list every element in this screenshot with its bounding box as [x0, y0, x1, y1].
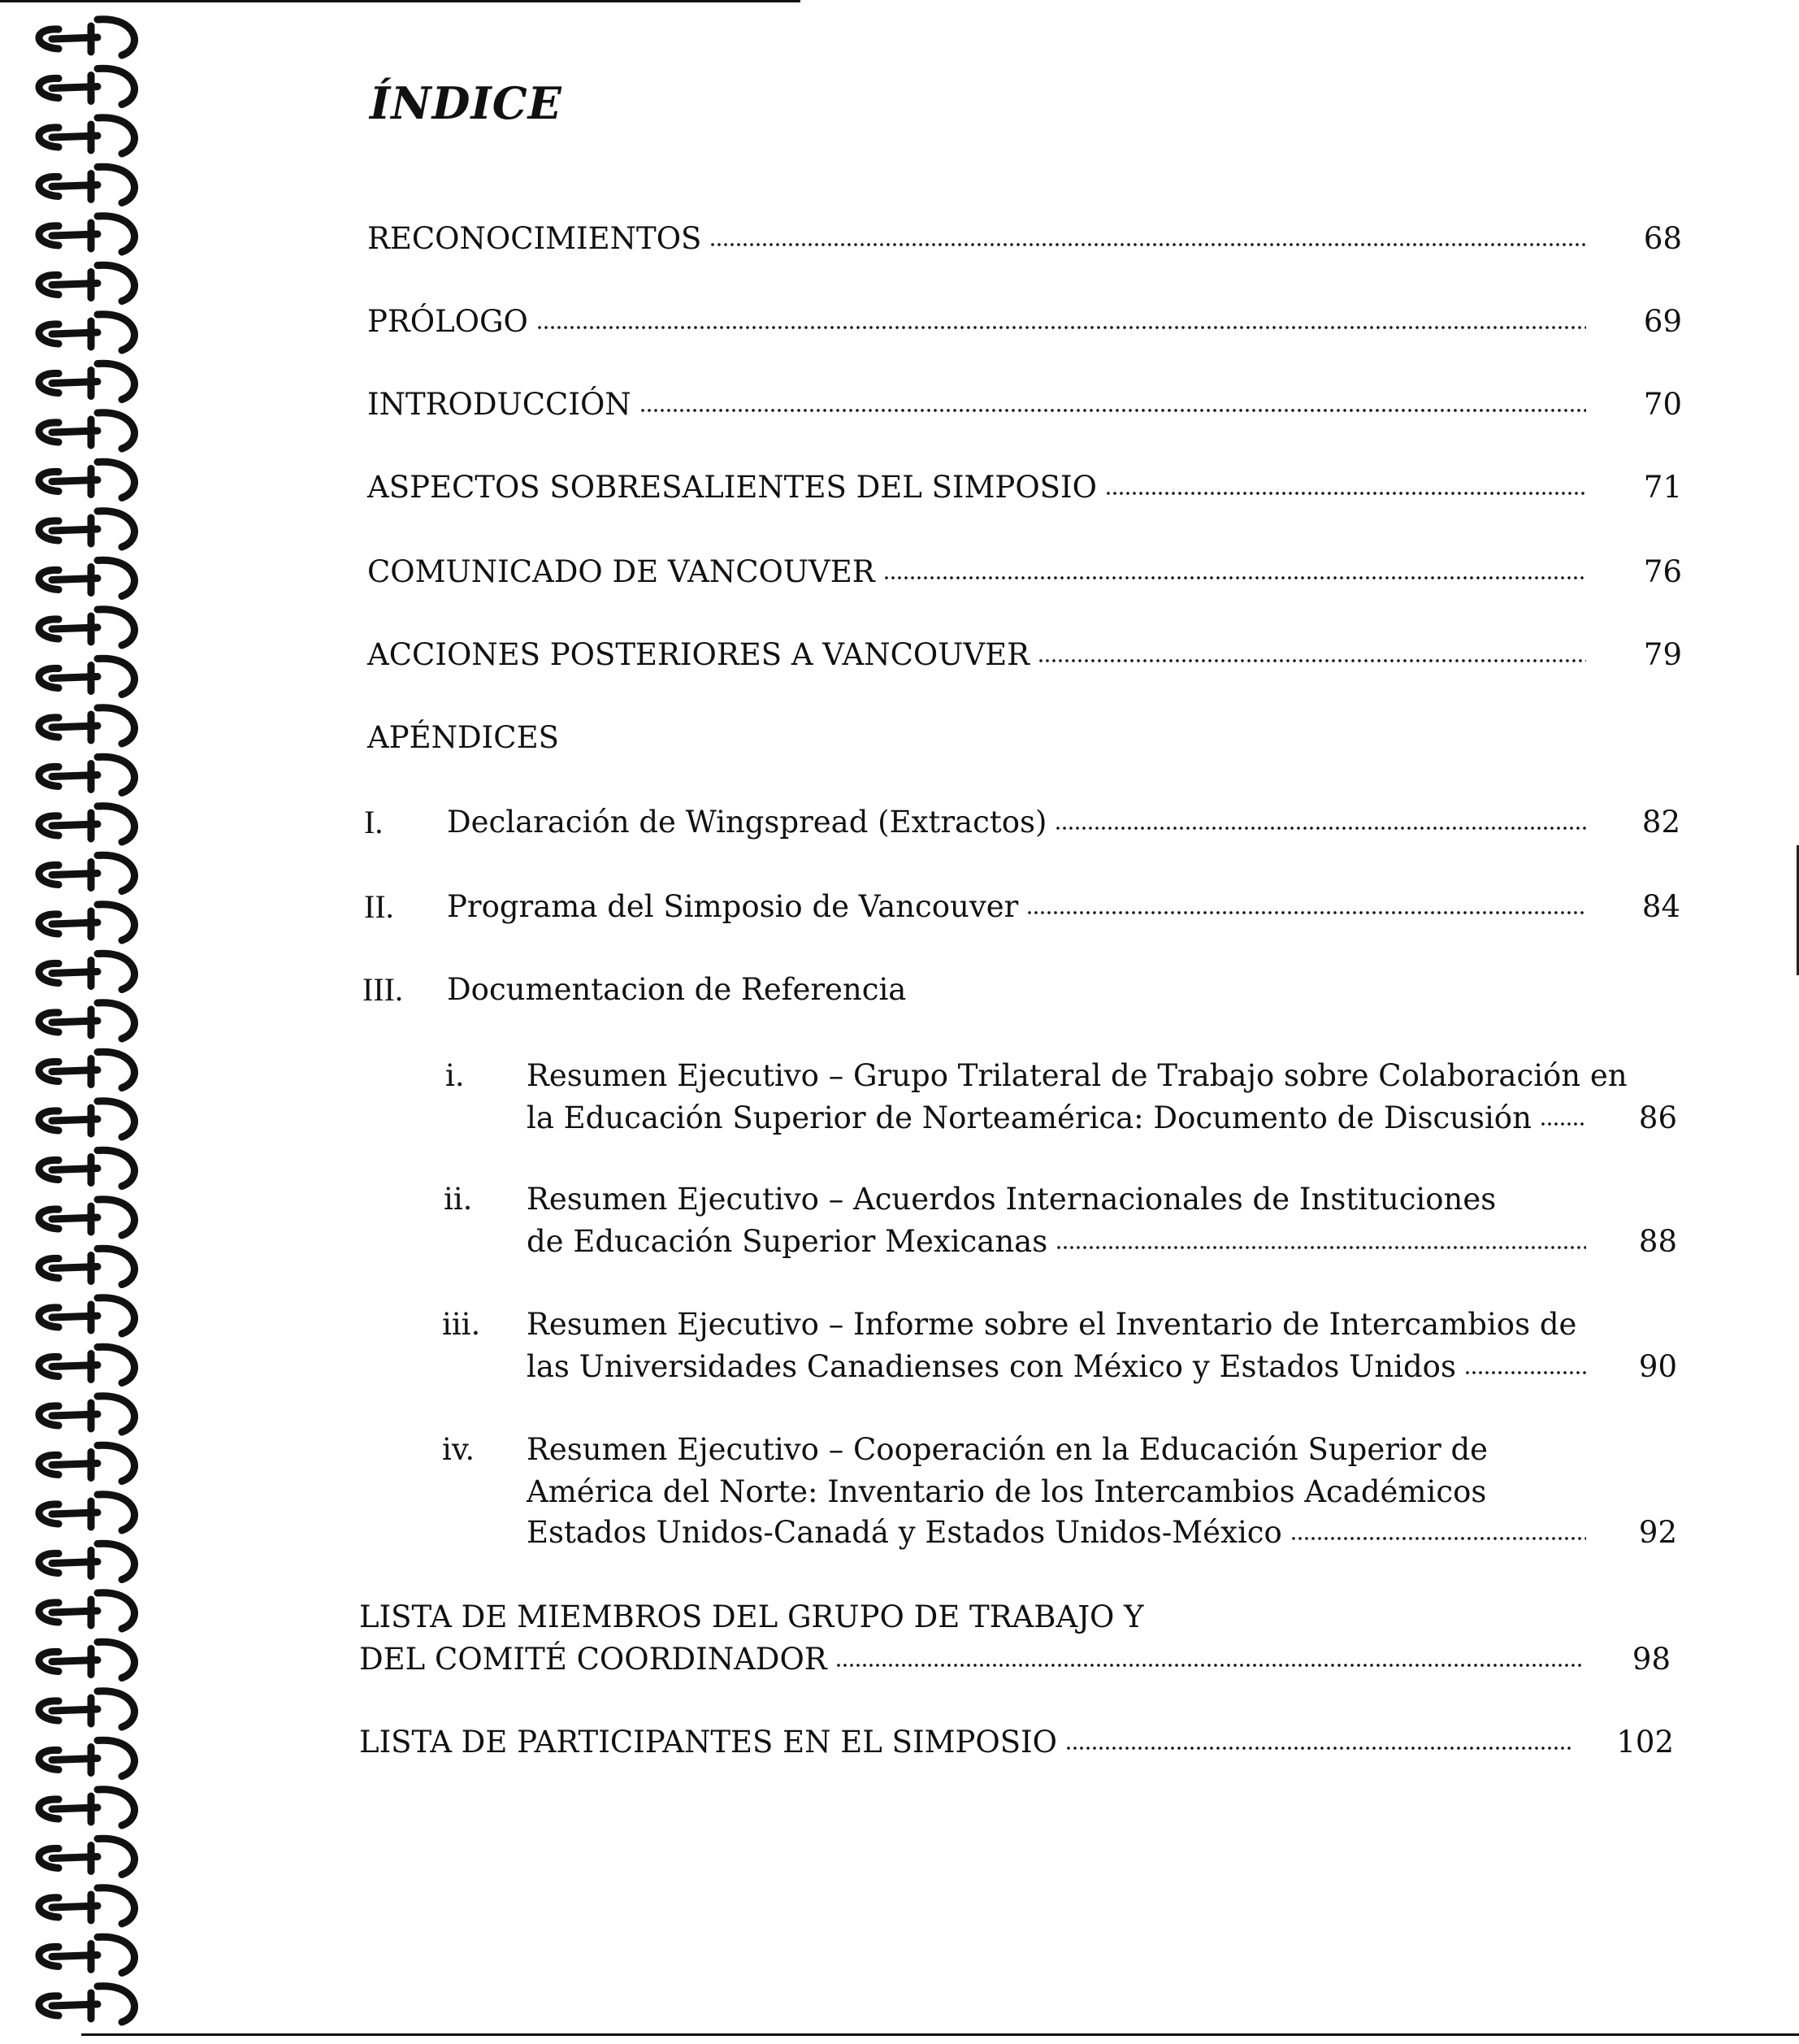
toc-entry-appendix-ii [447, 886, 1594, 928]
binding-coil [39, 806, 134, 842]
binding-coil [39, 315, 134, 350]
appendix-number: III. [362, 971, 403, 1008]
toc-entry-sub-iv-line2 [527, 1471, 1486, 1513]
toc-entry-aspectos [367, 467, 1594, 509]
toc-page-number: 90 [1638, 1349, 1677, 1384]
toc-entry-label: LISTA DE PARTICIPANTES EN EL SIMPOSIO [359, 1725, 1058, 1760]
toc-entry-label: Resumen Ejecutivo – Grupo Trilateral de Trabajo sobre Colaboración en [527, 1058, 1628, 1093]
spiral-binding [0, 0, 163, 2044]
leader-dots [1540, 1120, 1586, 1128]
toc-entry-label: Resumen Ejecutivo – Cooperación en la Educación Superior de [527, 1432, 1489, 1467]
toc-entry-sub-i-line1 [527, 1055, 1628, 1097]
binding-coil [39, 462, 134, 497]
binding-coil [39, 757, 134, 792]
toc-entry-label: las Universidades Canadienses con México y Estados Unidos [527, 1349, 1456, 1384]
binding-coil [39, 20, 134, 55]
toc-entry-lista-miembros-line2 [359, 1638, 1590, 1681]
binding-coil [39, 1593, 134, 1629]
toc-entry-label: ACCIONES POSTERIORES A VANCOUVER [367, 637, 1030, 672]
binding-coil [39, 1937, 134, 1972]
toc-page-number: 102 [1616, 1725, 1674, 1760]
toc-entry-label: Resumen Ejecutivo – Acuerdos Internacionales de Instituciones [527, 1182, 1497, 1217]
toc-entry-label: la Educación Superior de Norteamérica: Documento de Discusión [527, 1100, 1532, 1135]
toc-entry-acciones [367, 634, 1594, 676]
binding-coil [39, 1986, 134, 2022]
toc-entry-label: ASPECTOS SOBRESALIENTES DEL SIMPOSIO [367, 470, 1097, 505]
binding-coil [39, 265, 134, 301]
leader-dots [1105, 489, 1586, 497]
binding-coil [39, 1790, 134, 1825]
binding-coil [39, 511, 134, 547]
toc-entry-sub-iii-line2 [527, 1346, 1594, 1388]
toc-entry-label: COMUNICADO DE VANCOUVER [367, 554, 875, 589]
toc-page-number: 71 [1643, 470, 1682, 505]
binding-coil [39, 1101, 134, 1137]
appendix-number: II. [364, 888, 394, 925]
toc-entry-label: Declaración de Wingspread (Extractos) [447, 805, 1047, 840]
toc-entry-lista-participantes [359, 1721, 1582, 1764]
binding-coil [39, 1691, 134, 1727]
binding-coil [39, 1003, 134, 1039]
leader-dots [709, 241, 1586, 249]
toc-entry-introduccion [367, 384, 1594, 426]
binding-coil [39, 953, 134, 989]
toc-entry-reconocimientos [367, 218, 1594, 260]
leader-dots [1056, 1243, 1586, 1252]
toc-section-apendices [367, 717, 559, 759]
toc-entry-label: Programa del Simposio de Vancouver [447, 889, 1019, 924]
toc-page-number: 92 [1638, 1515, 1677, 1550]
leader-dots [1038, 657, 1586, 665]
toc-entry-label: INTRODUCCIÓN [367, 387, 631, 422]
leader-dots [1055, 824, 1586, 832]
leader-dots [883, 574, 1586, 582]
toc-entry-label: DEL COMITÉ COORDINADOR [359, 1642, 827, 1677]
binding-coil [39, 363, 134, 399]
sub-item-number: i. [445, 1058, 465, 1093]
toc-entry-sub-iii-line1 [527, 1304, 1576, 1346]
toc-page-number: 70 [1643, 387, 1682, 422]
binding-coil [39, 1200, 134, 1235]
binding-coil [39, 1495, 134, 1530]
binding-coil [39, 855, 134, 891]
bottom-edge-line [81, 2033, 1799, 2036]
toc-entry-label: PRÓLOGO [367, 304, 528, 339]
binding-coil [39, 905, 134, 940]
toc-page-number: 79 [1643, 637, 1682, 672]
binding-coil [39, 1396, 134, 1432]
leader-dots [536, 323, 1586, 332]
toc-entry-sub-iv-line3 [527, 1512, 1594, 1554]
toc-page-number: 82 [1641, 805, 1680, 840]
binding-coil [39, 1347, 134, 1382]
toc-entry-sub-iv-line1 [527, 1429, 1488, 1471]
toc-entry-label: RECONOCIMIENTOS [367, 221, 702, 256]
binding-coil [39, 1150, 134, 1186]
toc-entry-label: Estados Unidos-Canadá y Estados Unidos-México [527, 1515, 1282, 1550]
toc-page-number: 76 [1643, 554, 1682, 589]
toc-entry-lista-miembros-line1 [359, 1596, 1144, 1638]
appendix-number: I. [364, 804, 384, 840]
binding-coil [39, 1298, 134, 1334]
toc-entry-label: Documentacion de Referencia [447, 972, 907, 1007]
binding-coil [39, 560, 134, 596]
binding-coil [39, 1248, 134, 1284]
toc-entry-prologo [367, 301, 1594, 343]
binding-coil [39, 68, 134, 104]
leader-dots [835, 1661, 1582, 1669]
page-title: ÍNDICE [370, 77, 562, 129]
binding-coil [39, 610, 134, 645]
toc-entry-sub-i-line2 [527, 1097, 1594, 1139]
toc-entry-appendix-iii [447, 969, 906, 1011]
toc-entry-comunicado [367, 551, 1594, 593]
binding-coil [39, 1888, 134, 1924]
binding-coil [39, 1740, 134, 1776]
binding-coil [39, 118, 134, 154]
binding-coil [39, 1445, 134, 1481]
leader-dots [1290, 1534, 1586, 1543]
leader-dots [1026, 909, 1586, 917]
toc-entry-label: de Educación Superior Mexicanas [527, 1224, 1048, 1259]
toc-page-number: 84 [1641, 889, 1680, 924]
toc-page-number: 86 [1638, 1100, 1677, 1135]
toc-entry-appendix-i [447, 801, 1594, 844]
toc-section-label: APÉNDICES [367, 720, 559, 755]
binding-coil [39, 1838, 134, 1874]
binding-coil [39, 1052, 134, 1087]
binding-coil [39, 708, 134, 744]
leader-dots [1464, 1369, 1586, 1377]
toc-entry-label: LISTA DE MIEMBROS DEL GRUPO DE TRABAJO Y [359, 1599, 1144, 1634]
binding-coil [39, 413, 134, 449]
sub-item-number: ii. [444, 1182, 473, 1217]
binding-coil [39, 1543, 134, 1579]
sub-item-number: iii. [442, 1307, 481, 1342]
toc-page-number: 69 [1643, 304, 1682, 339]
toc-entry-sub-ii-line1 [527, 1178, 1496, 1221]
toc-page-number: 68 [1643, 221, 1682, 256]
toc-entry-label: América del Norte: Inventario de los Intercambios Académicos [527, 1474, 1487, 1509]
binding-coil [39, 1642, 134, 1677]
binding-coil [39, 216, 134, 252]
toc-entry-sub-ii-line2 [527, 1221, 1594, 1263]
leader-dots [1065, 1744, 1574, 1752]
toc-entry-label: Resumen Ejecutivo – Informe sobre el Inventario de Intercambios de [527, 1307, 1577, 1342]
binding-coil [39, 167, 134, 202]
leader-dots [639, 406, 1586, 414]
sub-item-number: iv. [442, 1432, 475, 1467]
toc-page-number: 88 [1638, 1224, 1677, 1259]
toc-page-number: 98 [1632, 1642, 1671, 1677]
binding-coil [39, 658, 134, 694]
